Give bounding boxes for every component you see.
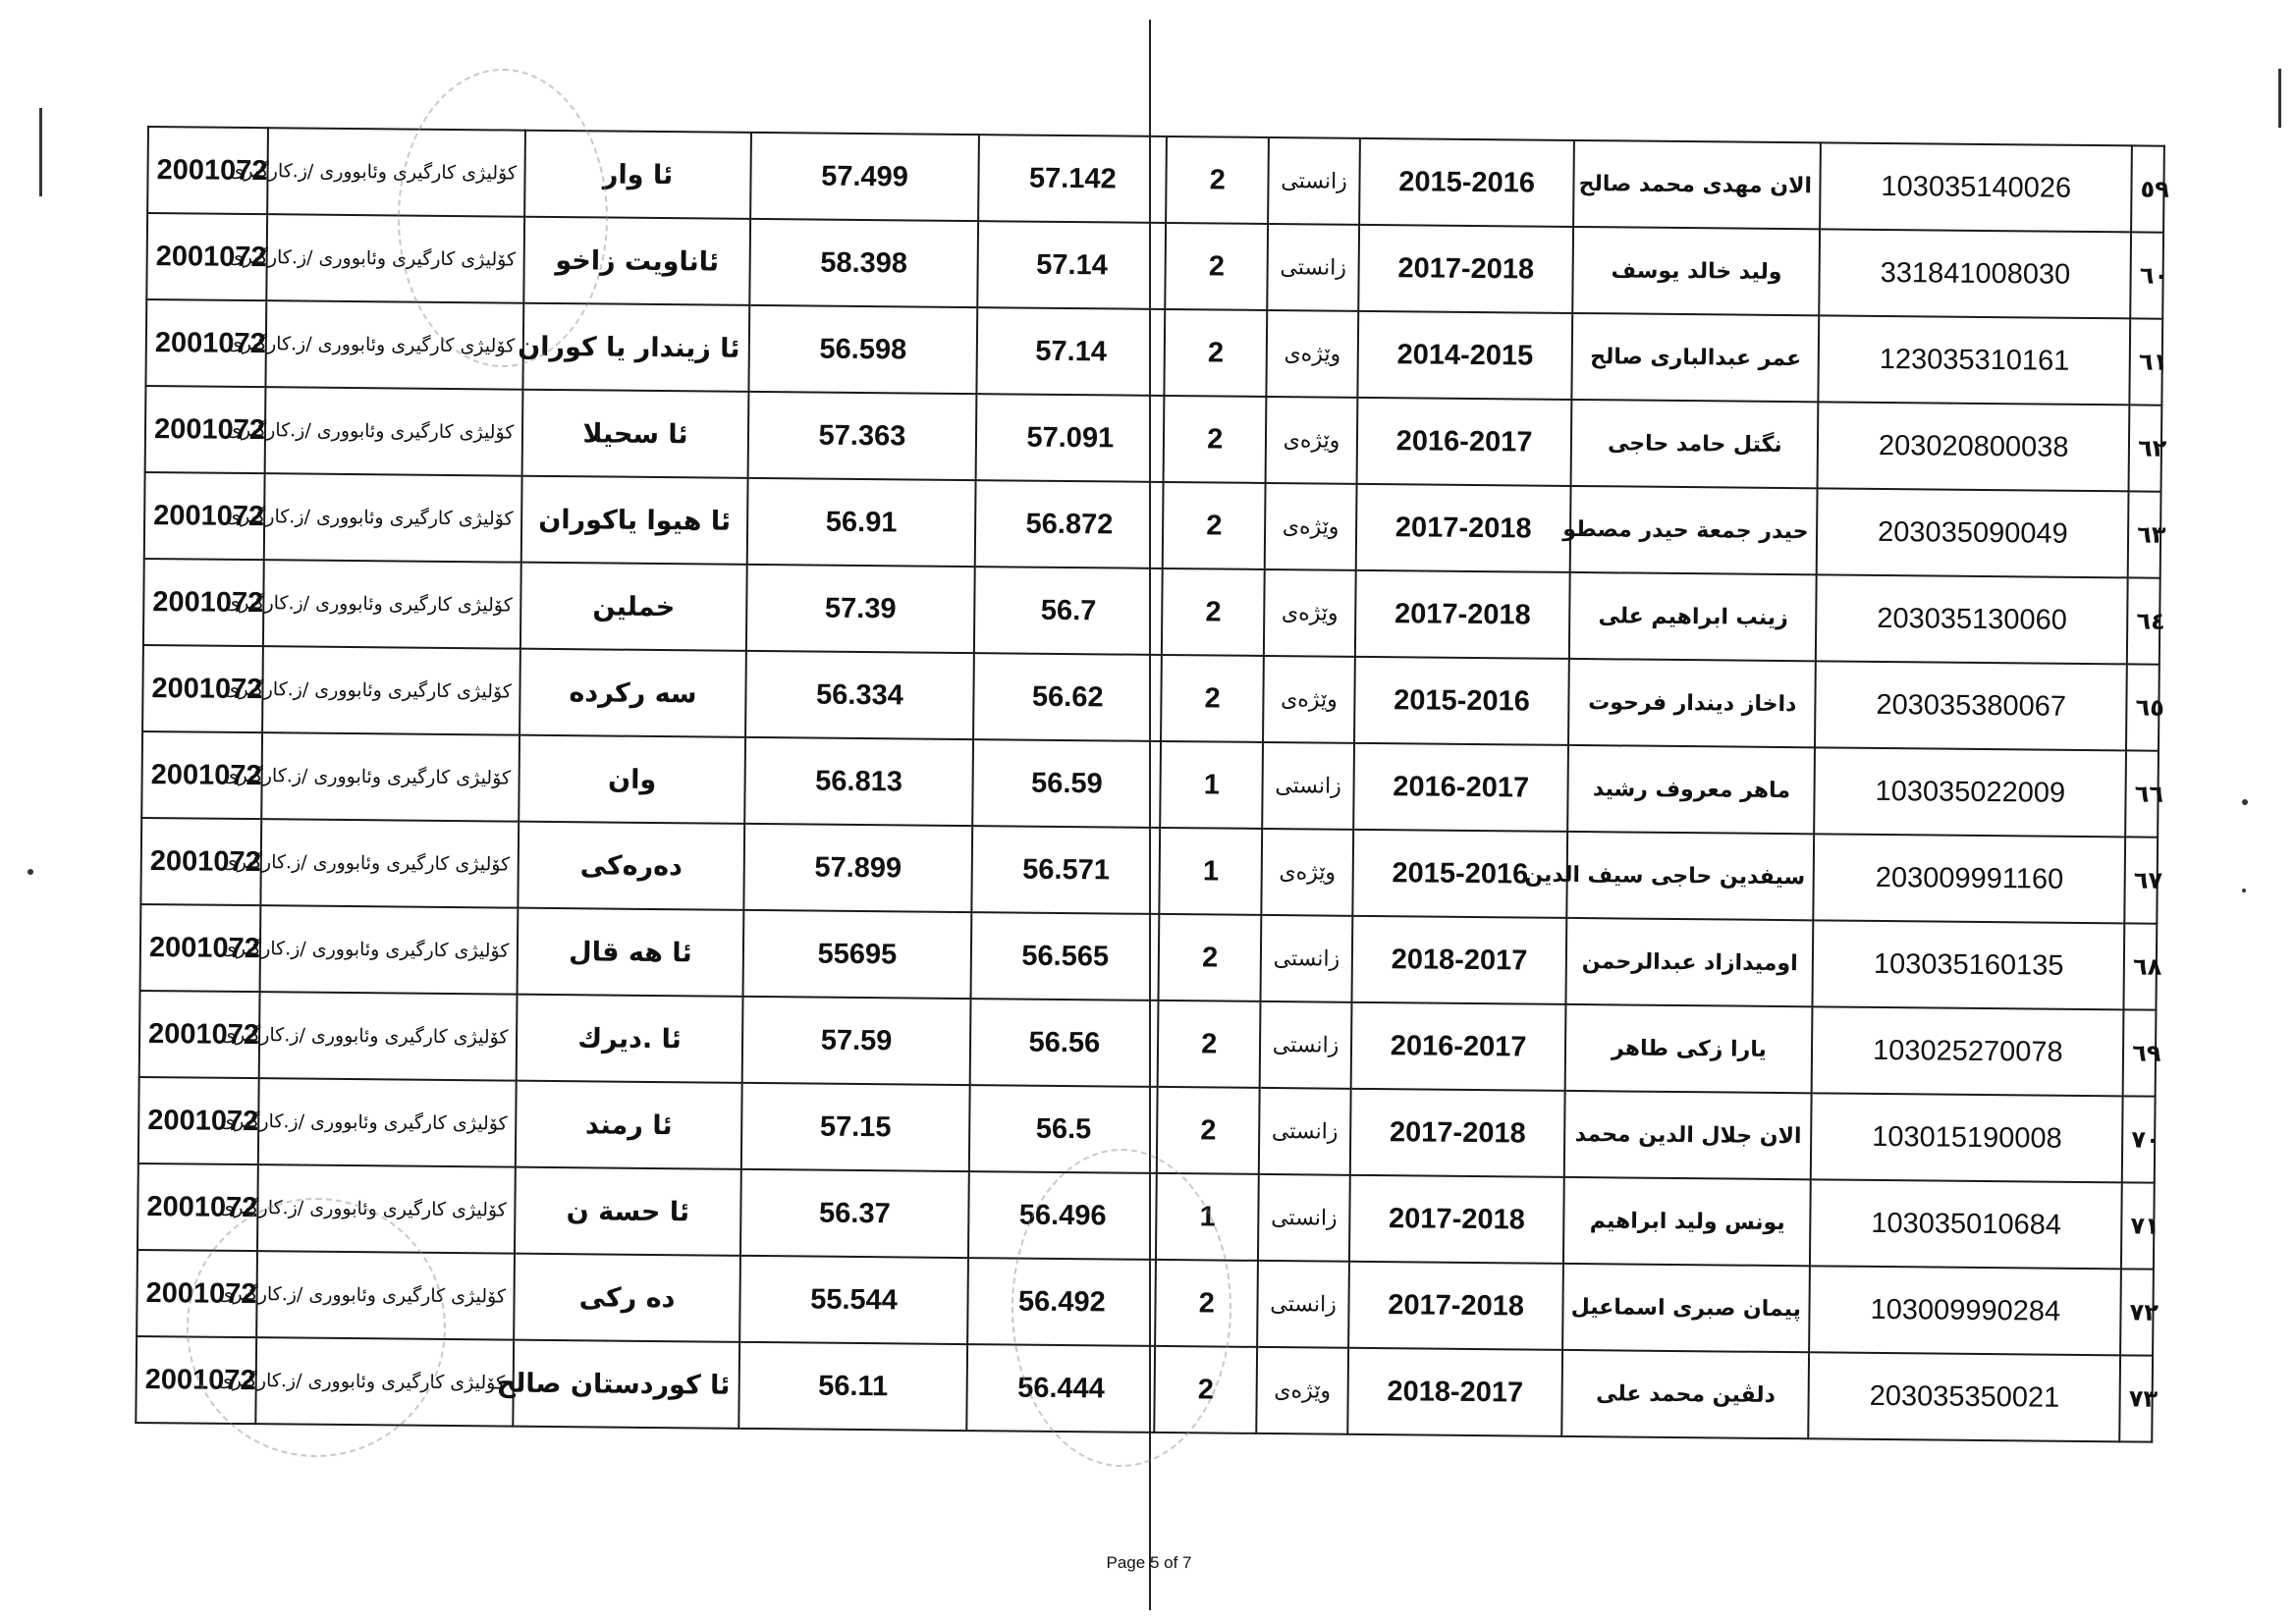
college-code: 2001072 — [142, 645, 263, 732]
student-id: 203035090049 — [1817, 488, 2129, 577]
graduation-year: 2017-2018 — [1356, 484, 1571, 572]
row-number: ٦٣ — [2128, 491, 2161, 577]
round-number: 2 — [1166, 136, 1269, 224]
page-number: Page 5 of 7 — [1106, 1553, 1192, 1572]
round-number: 2 — [1163, 482, 1266, 569]
round-number: 2 — [1157, 1087, 1260, 1174]
row-number: ٦١ — [2130, 318, 2163, 405]
score-b: 56.5 — [969, 1085, 1158, 1173]
school-name: ئا زیندار یا کوران — [523, 303, 749, 392]
round-number: 2 — [1159, 914, 1262, 1001]
row-number: ٦٩ — [2123, 1009, 2157, 1096]
school-name: خملین — [520, 563, 746, 651]
student-name: اومیدازاد عبدالرحمن — [1566, 918, 1814, 1006]
row-number: ٦٥ — [2126, 664, 2159, 750]
score-b: 56.565 — [971, 912, 1160, 1001]
graduation-year: 2017-2018 — [1358, 225, 1573, 313]
row-number: ٥٩ — [2131, 145, 2164, 232]
study-branch: وێژەی — [1261, 829, 1353, 916]
college-code: 2001072 — [147, 127, 268, 214]
study-branch: زانستی — [1261, 915, 1353, 1002]
school-name: ئا کوردستان صالح — [514, 1340, 739, 1429]
round-number: 1 — [1161, 741, 1264, 829]
study-branch: وێژەی — [1267, 310, 1359, 398]
student-id: 203020800038 — [1818, 402, 2130, 491]
study-branch: زانستی — [1268, 137, 1360, 225]
round-number: 1 — [1160, 828, 1263, 915]
school-name: ئا .دیرك — [517, 995, 742, 1083]
student-name: پیمان صبری اسماعیل — [1562, 1264, 1810, 1352]
college-name: کۆلیژی کارگیری وئابووری /ز.کارگیری — [266, 300, 524, 390]
student-id: 203035380067 — [1815, 661, 2127, 750]
study-branch: زانستی — [1258, 1174, 1350, 1262]
student-name: داخاز دیندار فرحوت — [1568, 659, 1816, 747]
score-a: 57.499 — [750, 133, 979, 221]
study-branch: زانستی — [1260, 1001, 1352, 1089]
row-number: ٧١ — [2121, 1182, 2155, 1269]
college-code: 2001072 — [138, 1077, 259, 1164]
round-number: 1 — [1156, 1173, 1259, 1261]
student-name: دلڤین محمد علی — [1562, 1350, 1810, 1438]
college-code: 2001072 — [145, 299, 266, 387]
row-number: ٧٢ — [2120, 1269, 2154, 1355]
student-id: 203009991160 — [1814, 834, 2126, 923]
row-number: ٦٦ — [2125, 750, 2159, 837]
school-name: ئا حسة ن — [515, 1167, 740, 1256]
student-id: 103035140026 — [1821, 142, 2133, 232]
school-name: ئا هه قال — [518, 908, 743, 997]
college-code: 2001072 — [141, 731, 262, 819]
student-id: 203035130060 — [1816, 574, 2128, 664]
score-b: 57.091 — [976, 394, 1165, 482]
college-name: کۆلیژی کارگیری وئابووری /ز.کارگیری — [259, 992, 518, 1081]
student-id: 103035010684 — [1810, 1179, 2122, 1269]
college-code: 2001072 — [137, 1163, 258, 1251]
graduation-year: 2017-2018 — [1350, 1089, 1565, 1177]
college-name: کۆلیژی کارگیری وئابووری /ز.کارگیری — [264, 473, 522, 563]
score-a: 56.91 — [746, 478, 975, 567]
score-b: 56.7 — [974, 567, 1163, 655]
study-branch: وێژەی — [1264, 569, 1356, 657]
graduation-year: 2017-2018 — [1349, 1175, 1564, 1264]
study-branch: وێژەی — [1265, 483, 1357, 570]
row-number: ٦٢ — [2129, 405, 2162, 491]
score-b: 57.14 — [977, 307, 1166, 396]
row-number: ٦٠ — [2130, 232, 2163, 318]
student-name: یارا زکی طاهر — [1565, 1004, 1813, 1093]
student-name: عمر عبدالباری صالح — [1572, 313, 1820, 402]
score-b: 56.492 — [967, 1258, 1156, 1346]
score-a: 56.598 — [748, 305, 977, 394]
graduation-year: 2015-2016 — [1359, 138, 1574, 227]
student-id: 203035350021 — [1809, 1352, 2121, 1441]
score-a: 56.11 — [738, 1342, 967, 1431]
college-name: کۆلیژی کارگیری وئابووری /ز.کارگیری — [257, 1164, 516, 1254]
round-number: 2 — [1155, 1260, 1258, 1347]
scan-speck — [2242, 889, 2246, 893]
row-number: ٦٧ — [2124, 837, 2158, 923]
score-a: 56.37 — [740, 1169, 969, 1258]
school-name: ئا هیوا یاکوران — [521, 476, 747, 565]
college-name: کۆلیژی کارگیری وئابووری /ز.کارگیری — [256, 1337, 515, 1427]
student-name: ولید خالد یوسف — [1573, 227, 1821, 315]
score-a: 56.334 — [745, 651, 974, 739]
student-id: 103025270078 — [1812, 1006, 2124, 1096]
graduation-year: 2016-2017 — [1353, 743, 1568, 832]
score-b: 56.59 — [972, 739, 1161, 828]
school-name: ئاناویت زاخو — [524, 217, 750, 305]
college-name: کۆلیژی کارگیری وئابووری /ز.کارگیری — [260, 905, 519, 995]
study-branch: وێژەی — [1266, 397, 1358, 484]
college-code: 2001072 — [139, 991, 260, 1078]
college-code: 2001072 — [137, 1250, 257, 1337]
stamp-mark — [398, 69, 608, 367]
score-a: 57.363 — [747, 392, 976, 480]
scan-speck — [2242, 799, 2248, 805]
student-name: الان مهدی محمد صالح — [1573, 140, 1821, 229]
school-name: ئا رمند — [516, 1081, 741, 1169]
college-name: کۆلیژی کارگیری وئابووری /ز.کارگیری — [256, 1251, 515, 1340]
college-name: کۆلیژی کارگیری وئابووری /ز.کارگیری — [262, 646, 520, 735]
study-branch: زانستی — [1257, 1261, 1349, 1348]
row-number: ٧٣ — [2119, 1355, 2153, 1441]
round-number: 2 — [1165, 309, 1268, 397]
college-code: 2001072 — [140, 904, 261, 992]
graduation-year: 2018-2017 — [1351, 916, 1566, 1004]
round-number: 2 — [1158, 1001, 1261, 1088]
student-id: 123035310161 — [1819, 315, 2131, 405]
college-name: کۆلیژی کارگیری وئابووری /ز.کارگیری — [258, 1078, 517, 1167]
row-number: ٦٨ — [2124, 923, 2158, 1009]
scan-speck — [2278, 69, 2281, 128]
row-number: ٧٠ — [2122, 1096, 2156, 1182]
stamp-mark — [187, 1198, 446, 1457]
score-b: 56.872 — [975, 480, 1164, 568]
score-a: 55695 — [742, 910, 971, 999]
scan-speck — [27, 869, 33, 875]
graduation-year: 2016-2017 — [1351, 1002, 1566, 1091]
student-id: 103035160135 — [1813, 920, 2125, 1009]
score-b: 56.496 — [968, 1171, 1157, 1260]
college-code: 2001072 — [146, 213, 267, 300]
student-name: سیفدین حاجی سیف الدین — [1567, 832, 1815, 920]
score-b: 56.62 — [973, 653, 1162, 741]
college-name: کۆلیژی کارگیری وئابووری /ز.کارگیری — [267, 214, 525, 303]
college-name: کۆلیژی کارگیری وئابووری /ز.کارگیری — [263, 560, 521, 649]
college-name: کۆلیژی کارگیری وئابووری /ز.کارگیری — [261, 819, 519, 908]
round-number: 2 — [1166, 223, 1269, 310]
graduation-year: 2014-2015 — [1357, 311, 1572, 400]
score-a: 57.899 — [743, 824, 972, 912]
score-a: 56.813 — [744, 737, 973, 826]
school-name: وان — [519, 735, 745, 824]
score-a: 55.544 — [739, 1256, 968, 1344]
college-code: 2001072 — [143, 559, 264, 646]
school-name: ده رکی — [515, 1254, 740, 1342]
score-a: 57.59 — [741, 997, 970, 1085]
score-a: 57.39 — [746, 565, 975, 653]
student-id: 103009990284 — [1810, 1266, 2122, 1355]
school-name: ئا سحیلا — [522, 390, 748, 478]
student-id: 331841008030 — [1820, 229, 2132, 318]
college-name: کۆلیژی کارگیری وئابووری /ز.کارگیری — [265, 387, 523, 476]
score-a: 58.398 — [749, 219, 978, 307]
graduation-year: 2015-2016 — [1352, 830, 1567, 918]
student-name: حیدر جمعة حیدر مصطو — [1570, 486, 1818, 574]
score-b: 57.142 — [978, 135, 1167, 223]
score-b: 56.571 — [972, 826, 1161, 914]
graduation-year: 2017-2018 — [1348, 1262, 1563, 1350]
study-branch: زانستی — [1262, 742, 1354, 830]
school-name: دەرەکی — [519, 822, 744, 910]
student-id: 103035022009 — [1815, 747, 2127, 837]
school-name: ئا وار — [525, 131, 751, 219]
study-branch: وێژەی — [1263, 656, 1355, 743]
college-name: کۆلیژی کارگیری وئابووری /ز.کارگیری — [267, 128, 525, 217]
student-name: زینب ابراهیم علی — [1569, 572, 1817, 661]
scan-speck — [39, 108, 42, 196]
student-id: 103015190008 — [1811, 1093, 2123, 1182]
study-branch: وێژەی — [1256, 1347, 1348, 1434]
college-code: 2001072 — [145, 386, 266, 473]
study-branch: زانستی — [1267, 224, 1359, 311]
score-a: 57.15 — [741, 1083, 970, 1171]
college-name: کۆلیژی کارگیری وئابووری /ز.کارگیری — [262, 732, 520, 822]
stamp-mark — [1011, 1149, 1231, 1467]
graduation-year: 2016-2017 — [1356, 398, 1571, 486]
student-name: نگتل حامد حاجی — [1571, 400, 1819, 488]
graduation-year: 2017-2018 — [1355, 570, 1570, 659]
study-branch: زانستی — [1259, 1088, 1351, 1175]
student-name: یونس ولید ابراهیم — [1563, 1177, 1811, 1266]
graduation-year: 2018-2017 — [1347, 1348, 1562, 1436]
round-number: 2 — [1162, 568, 1265, 656]
round-number: 2 — [1161, 655, 1264, 742]
round-number: 2 — [1155, 1346, 1258, 1434]
student-name: ماهر معروف رشید — [1567, 745, 1815, 834]
round-number: 2 — [1164, 396, 1267, 483]
school-name: سه رکرده — [519, 649, 745, 737]
college-code: 2001072 — [140, 818, 261, 905]
score-b: 57.14 — [978, 221, 1167, 309]
row-number: ٦٤ — [2127, 577, 2160, 664]
graduation-year: 2015-2016 — [1354, 657, 1569, 745]
score-b: 56.56 — [970, 999, 1159, 1087]
score-b: 56.444 — [967, 1344, 1156, 1433]
student-name: الان جلال الدین محمد — [1564, 1091, 1812, 1179]
college-code: 2001072 — [144, 472, 265, 560]
college-code: 2001072 — [136, 1336, 256, 1424]
